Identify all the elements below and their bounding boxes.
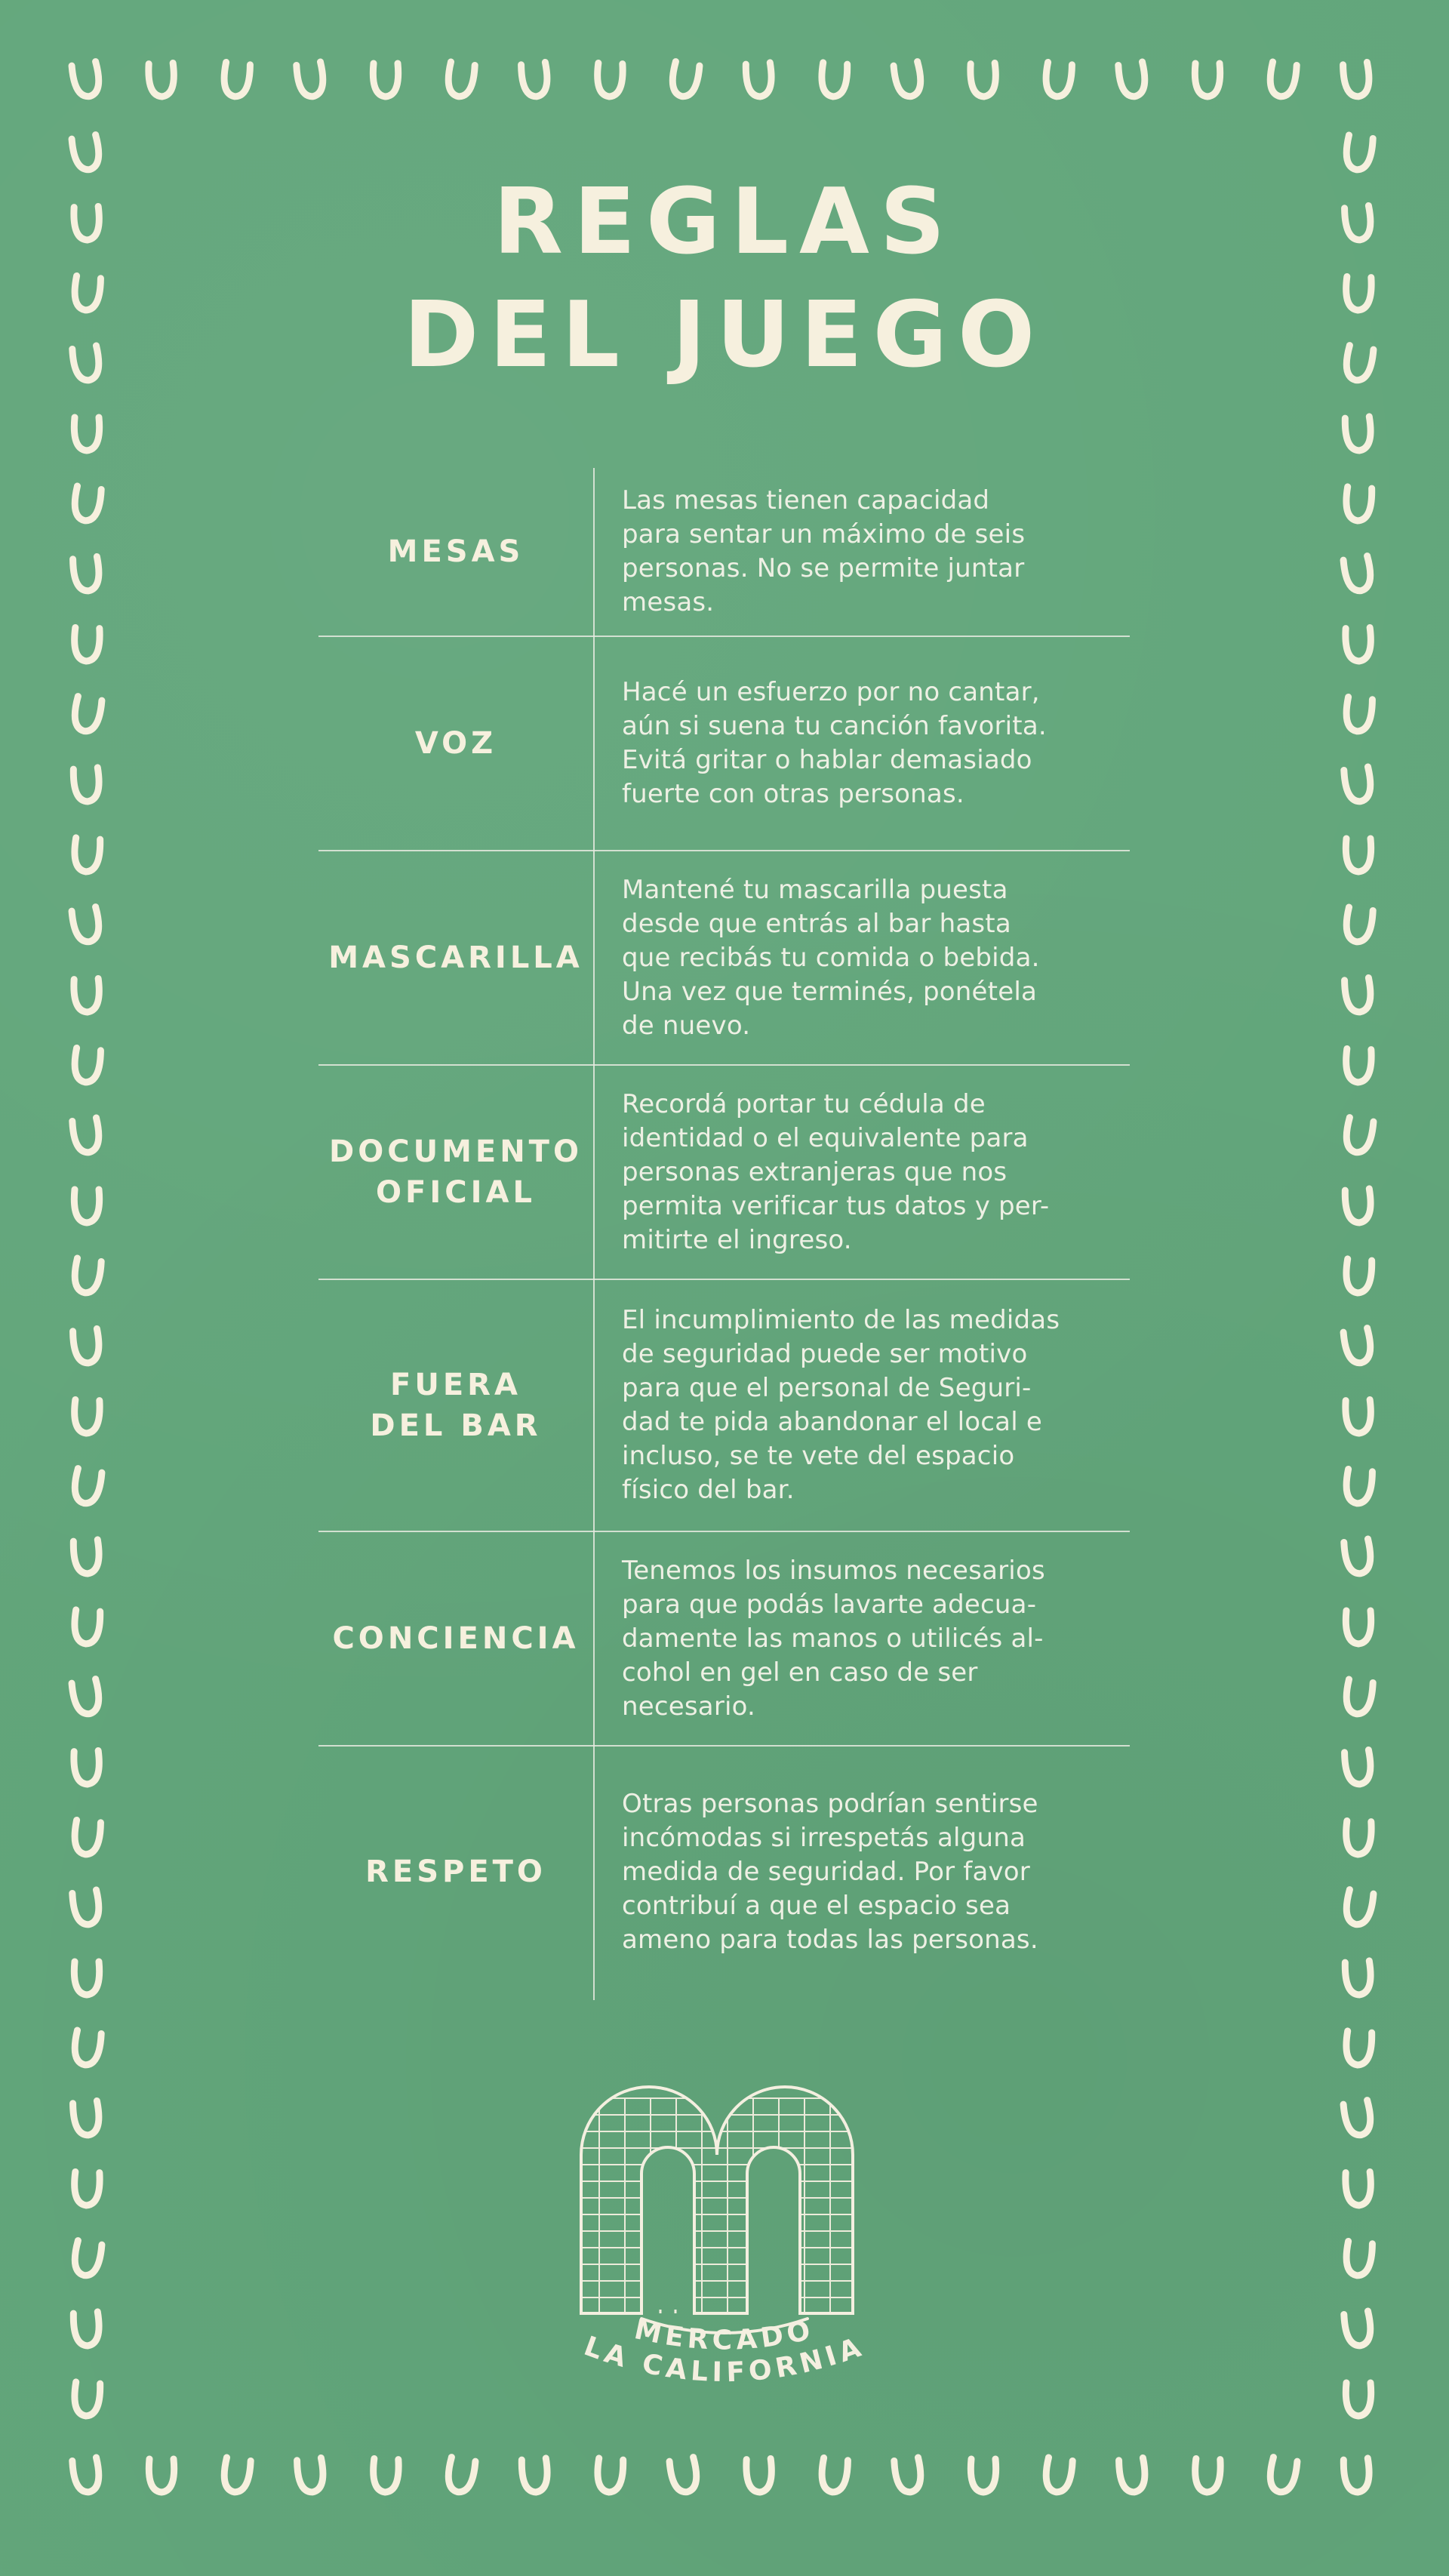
u-shape-icon (446, 62, 475, 98)
u-shape-icon (72, 486, 102, 522)
rule-name: RESPETO (365, 1854, 546, 1889)
u-shape-icon (72, 1118, 101, 1154)
u-shape-icon (1346, 1399, 1372, 1433)
u-shape-icon (73, 2312, 100, 2347)
u-shape-icon (373, 2458, 399, 2492)
u-shape-icon (1268, 62, 1297, 98)
u-shape-icon (445, 2457, 475, 2494)
u-shape-icon (71, 1679, 101, 1716)
u-shape-icon (72, 1258, 102, 1294)
u-shape-icon (74, 1750, 100, 1784)
u-shape-icon (222, 62, 251, 97)
u-shape-icon (72, 1890, 101, 1926)
u-shape-icon (72, 1820, 101, 1855)
brand-line-2: LA CALIFORNIA (580, 2331, 869, 2389)
u-shape-icon (1343, 1539, 1373, 1575)
u-shape-icon (1344, 977, 1373, 1013)
u-shape-icon (1343, 1889, 1374, 1926)
rule-name: MASCARILLA (328, 940, 583, 975)
u-shape-icon (1346, 839, 1371, 872)
u-shape-icon (149, 2459, 174, 2492)
u-shape-icon (373, 63, 398, 97)
u-shape-icon (1343, 62, 1371, 97)
u-shape-icon (1345, 2031, 1372, 2066)
u-shape-icon (71, 906, 101, 943)
u-shape-icon (1344, 1679, 1374, 1716)
rule-row-mesas (318, 468, 1130, 636)
u-shape-icon (669, 61, 700, 98)
u-shape-icon (1346, 1048, 1372, 1082)
u-shape-icon (72, 2240, 102, 2277)
u-shape-icon (73, 768, 100, 802)
u-shape-icon (521, 2458, 549, 2493)
u-shape-icon (971, 63, 997, 97)
u-shape-icon (1346, 2383, 1371, 2416)
u-shape-icon (1343, 2100, 1373, 2137)
u-shape-icon (1343, 556, 1373, 592)
u-shape-icon (1343, 1328, 1373, 1365)
rule-row-documento-oficial (318, 1064, 1130, 1279)
u-shape-icon (1044, 62, 1072, 97)
rule-text: Otras personas podrían sentirse incómodas si irrespetás alguna medida de seguridad. Por favor contribuí a que el espacio sea ameno para todas las personas. (622, 1788, 1038, 1955)
u-shape-icon (1345, 417, 1372, 451)
rule-row-fuera-del-bar (318, 1279, 1130, 1531)
u-shape-icon (73, 1540, 100, 1574)
u-shape-icon (72, 1468, 102, 1505)
u-shape-icon (74, 1962, 99, 1995)
u-shape-icon (1118, 62, 1147, 98)
u-shape-icon (1044, 2458, 1073, 2494)
u-shape-icon (1343, 2458, 1371, 2493)
u-shape-icon (1343, 767, 1373, 803)
title-line-1: REGLAS (493, 170, 956, 275)
u-shape-icon (1345, 487, 1372, 522)
title-line-2: DEL JUEGO (403, 283, 1046, 388)
rule-name: CONCIENCIA (332, 1621, 580, 1656)
u-shape-icon (1344, 907, 1374, 943)
u-shape-icon (297, 2458, 325, 2493)
u-shape-icon (72, 2101, 101, 2136)
u-shape-icon (73, 838, 100, 873)
u-shape-icon (1346, 1820, 1372, 1854)
rule-text: Tenemos los insumos necesarios para que podás lavarte adecua- damente las manos o utilicés al- cohol en gel en caso de ser necesario. (622, 1555, 1045, 1722)
rule-text: Hacé un esfuerzo por no cantar, aún si suena tu canción favorita. Evitá gritar o hablar demasiado fuerte con otras personas. (622, 677, 1047, 809)
u-shape-icon (222, 2458, 251, 2494)
u-shape-icon (1343, 2311, 1373, 2347)
u-shape-icon (74, 2171, 100, 2205)
u-shape-icon (1345, 1189, 1372, 1223)
rule-text: El incumplimiento de las medidas de seguridad puede ser motivo para que el personal de Seguri- dad te pida abandonar el local e incluso, se te vete del espacio físico del bar. (622, 1305, 1060, 1505)
u-shape-icon (1346, 1611, 1371, 1644)
u-shape-icon (72, 1328, 101, 1364)
u-shape-icon (296, 62, 325, 98)
u-shape-icon (894, 2458, 923, 2494)
u-shape-icon (820, 2458, 848, 2493)
u-shape-icon (72, 1048, 101, 1083)
u-shape-icon (74, 978, 100, 1012)
u-shape-icon (1344, 1469, 1373, 1504)
u-shape-icon (1343, 1117, 1374, 1154)
rule-text: Las mesas tienen capacidad para sentar un máximo de seis personas. No se permite juntar mesas. (622, 485, 1026, 617)
u-shape-icon (72, 556, 101, 592)
u-shape-icon (1344, 2241, 1373, 2276)
u-shape-icon (1346, 627, 1372, 661)
u-shape-icon (1345, 1259, 1372, 1294)
u-shape-icon (72, 696, 102, 733)
u-shape-icon (72, 2030, 102, 2067)
u-shape-icon (149, 63, 175, 97)
u-shape-icon (596, 2458, 623, 2493)
u-shape-icon (746, 2458, 773, 2492)
u-shape-icon (669, 2457, 699, 2494)
brand-line-1: MERCADO (631, 2313, 818, 2356)
rule-text: Mantené tu mascarilla puesta desde que entrás al bar hasta que recibás tu comida o bebida. Una vez que terminés, ponétela de nuevo. (622, 874, 1040, 1041)
rule-row-respeto (318, 1745, 1130, 1997)
u-shape-icon (74, 417, 99, 451)
rule-text: Recordá portar tu cédula de identidad o el equivalente para personas extranjeras que nos permita verificar tus datos y per- mitirte el ingreso. (622, 1088, 1050, 1255)
u-shape-icon (73, 1610, 100, 1645)
u-shape-icon (71, 61, 101, 98)
rule-name: FUERA DEL BAR (370, 1368, 542, 1443)
u-shape-icon (893, 61, 923, 98)
u-shape-icon (73, 2382, 100, 2417)
rule-name: MESAS (387, 534, 525, 569)
rule-row-conciencia (318, 1531, 1130, 1745)
u-shape-icon (74, 1399, 100, 1433)
u-shape-icon (1267, 2457, 1297, 2494)
rules-table (318, 468, 1130, 1997)
u-shape-icon (1118, 2458, 1147, 2493)
brand-name (528, 2294, 921, 2400)
u-shape-icon (820, 63, 848, 97)
u-shape-icon (597, 63, 623, 97)
rule-row-voz (318, 636, 1130, 850)
svg-text:MERCADO (632, 2314, 817, 2356)
u-shape-icon (74, 627, 100, 661)
u-shape-icon (72, 2458, 101, 2494)
rule-name: DOCUMENTO OFICIAL (329, 1134, 583, 1210)
page-title (0, 166, 1449, 392)
rule-row-mascarilla (318, 850, 1130, 1064)
u-shape-icon (1195, 63, 1220, 97)
rule-name: VOZ (414, 726, 497, 761)
u-shape-icon (74, 1190, 99, 1223)
u-shape-icon (521, 62, 549, 97)
u-shape-icon (1344, 1750, 1373, 1785)
u-shape-icon (1195, 2458, 1221, 2492)
u-shape-icon (971, 2459, 995, 2492)
u-shape-icon (1346, 2171, 1372, 2205)
u-shape-icon (1344, 697, 1373, 732)
u-shape-icon (1345, 1961, 1372, 1996)
u-shape-icon (746, 63, 773, 97)
